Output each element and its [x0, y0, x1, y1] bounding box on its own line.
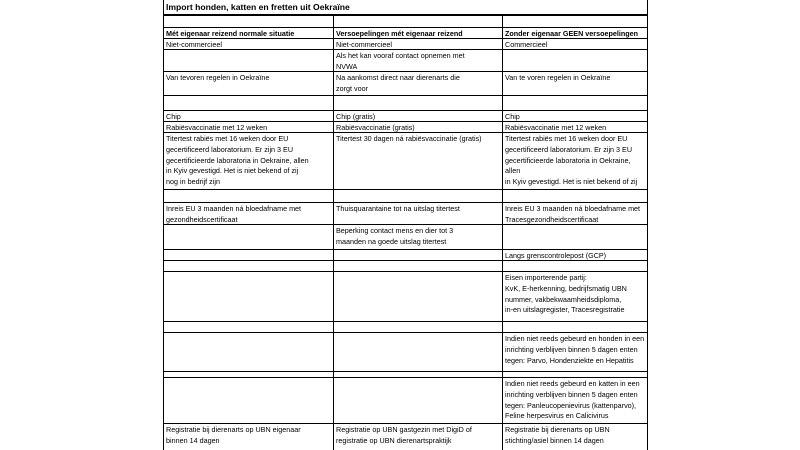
- table-cell: [334, 378, 503, 423]
- table-row: [164, 261, 647, 272]
- table-row: [164, 122, 647, 133]
- table-cell: [334, 333, 503, 371]
- table-row: [164, 39, 647, 50]
- table-row: [164, 333, 647, 372]
- table-row: [164, 225, 647, 250]
- table-cell: [334, 261, 503, 271]
- table-cell: Langs grenscontrolepost (GCP): [505, 251, 607, 260]
- table-cell: [334, 96, 503, 110]
- table-cell: Chip (gratis): [334, 111, 503, 121]
- table-cell: Van tevoren regelen in Oekraïne: [164, 72, 334, 95]
- table-row: [164, 424, 647, 450]
- table-cell: Chip: [505, 112, 520, 121]
- table-cell: [164, 333, 334, 371]
- table-cell: [334, 272, 503, 321]
- table-cell: Commercieel: [505, 40, 548, 49]
- table-row: [164, 133, 647, 190]
- table-cell: Thuisquarantaine tot na uitslag titertest: [334, 203, 503, 224]
- table-cell: Indien niet reeds gebeurd en honden in een inrichting verblijven binnen 5 dagen enten tegen: Parvo, Hondenziekte en Hepatitis: [505, 334, 645, 365]
- table-cell: Registratie bij dierenarts op UBN eigenaar binnen 14 dagen: [164, 424, 334, 450]
- table-cell: Niet-commercieel: [334, 39, 503, 49]
- header-row: [164, 28, 647, 39]
- table-cell: Niet-commercieel: [164, 39, 334, 49]
- table-cell: [164, 250, 334, 260]
- column-header-2: Versoepelingen mét eigenaar reizend: [334, 28, 503, 38]
- table-cell: Van te voren regelen in Oekraïne: [505, 73, 611, 82]
- table-cell: [334, 250, 503, 260]
- table-title: Import honden, katten en fretten uit Oekraïne: [166, 2, 350, 12]
- table-cell: [334, 190, 503, 202]
- table-cell: [164, 272, 334, 321]
- table-cell: Rabiësvaccinatie met 12 weken: [505, 123, 607, 132]
- table-cell: Inreis EU 3 maanden ná bloedafname met Tracesgezondheidscertificaat: [505, 204, 641, 224]
- table-cell: [164, 50, 334, 71]
- table-cell: [164, 225, 334, 249]
- table-row: [164, 50, 647, 72]
- table-cell: [164, 96, 334, 110]
- table-cell: Titertest rabiës met 16 weken door EU gecertificeerd laboratorium. Er zijn 3 EU gecertificieerde laboratoria in Oekraine, allen in Kyiv gevestigd. Het is niet bekend of zij nog in bedrijf zijn: [164, 133, 334, 189]
- table-row: [164, 96, 647, 111]
- table-cell: Titertest 30 dagen ná rabiësvaccinatie (gratis): [334, 133, 503, 189]
- table-cell: Chip: [164, 111, 334, 121]
- table-cell: Rabiësvaccinatie (gratis): [334, 122, 503, 132]
- table-cell: [164, 190, 334, 202]
- table-row: [164, 190, 647, 203]
- table-cell: [503, 190, 647, 202]
- table-row: [164, 272, 647, 322]
- table-row: [164, 72, 647, 96]
- table-cell: Beperking contact mens en dier tot 3 maanden na goede uitslag titertest: [334, 225, 503, 249]
- table-row: [164, 111, 647, 122]
- spacer-row: [164, 16, 647, 28]
- table-cell: Registratie op UBN gastgezin met DigiD of registratie op UBN dierenartspraktijk: [334, 424, 503, 450]
- table-cell: Inreis EU 3 maanden ná bloedafname met gezondheidscertificaat: [164, 203, 334, 224]
- table-cell: [334, 372, 503, 377]
- table-row: [164, 378, 647, 424]
- column-header-3: Zonder eigenaar GEEN versoepelingen: [505, 29, 639, 38]
- table-cell: [503, 96, 647, 110]
- table-cell: [164, 378, 334, 423]
- table-cell: Na aankomst direct naar dierenarts die zorgt voor: [334, 72, 503, 95]
- table-cell: [503, 372, 647, 377]
- table-cell: [503, 322, 647, 332]
- table-row: [164, 203, 647, 225]
- table-cell: Registratie bij dierenarts op UBN stichting/asiel binnen 14 dagen: [505, 425, 610, 445]
- table-cell: [503, 50, 647, 71]
- column-header-1: Mét eigenaar reizend normale situatie: [164, 28, 334, 38]
- table-cell: Titertest rabiës met 16 weken door EU gecertificeerd laboratorium. Er zijn 3 EU gecertificieerde laboratoria in Oekraine, allen in Kyiv gevestigd. Het is niet bekend of zij: [505, 134, 638, 187]
- table-row: [164, 322, 647, 333]
- table-cell: [164, 372, 334, 377]
- table-cell: [164, 322, 334, 332]
- table-cell: [164, 261, 334, 271]
- table-cell: Rabiësvaccinatie met 12 weken: [164, 122, 334, 132]
- table-cell: [503, 261, 647, 271]
- spreadsheet-table: [163, 0, 648, 450]
- table-row: [164, 250, 647, 261]
- table-cell: Eisen importerende partij: KvK, E-herkenning, bedrijfsmatig UBN nummer, vakbekwaamheidsdiploma, in-en uitslagregister, Tracesregistratie: [505, 273, 627, 315]
- table-cell: Indien niet reeds gebeurd en katten in een inrichting verblijven binnen 5 dagen enten tegen: Panleucopenievirus (kattenparvo), Feline herpesvirus en Calicivirus: [505, 379, 640, 421]
- table-cell: Als het kan vooraf contact opnemen met NVWA: [334, 50, 503, 71]
- table-cell: [334, 322, 503, 332]
- table-cell: [503, 225, 647, 249]
- title-row: [164, 0, 647, 16]
